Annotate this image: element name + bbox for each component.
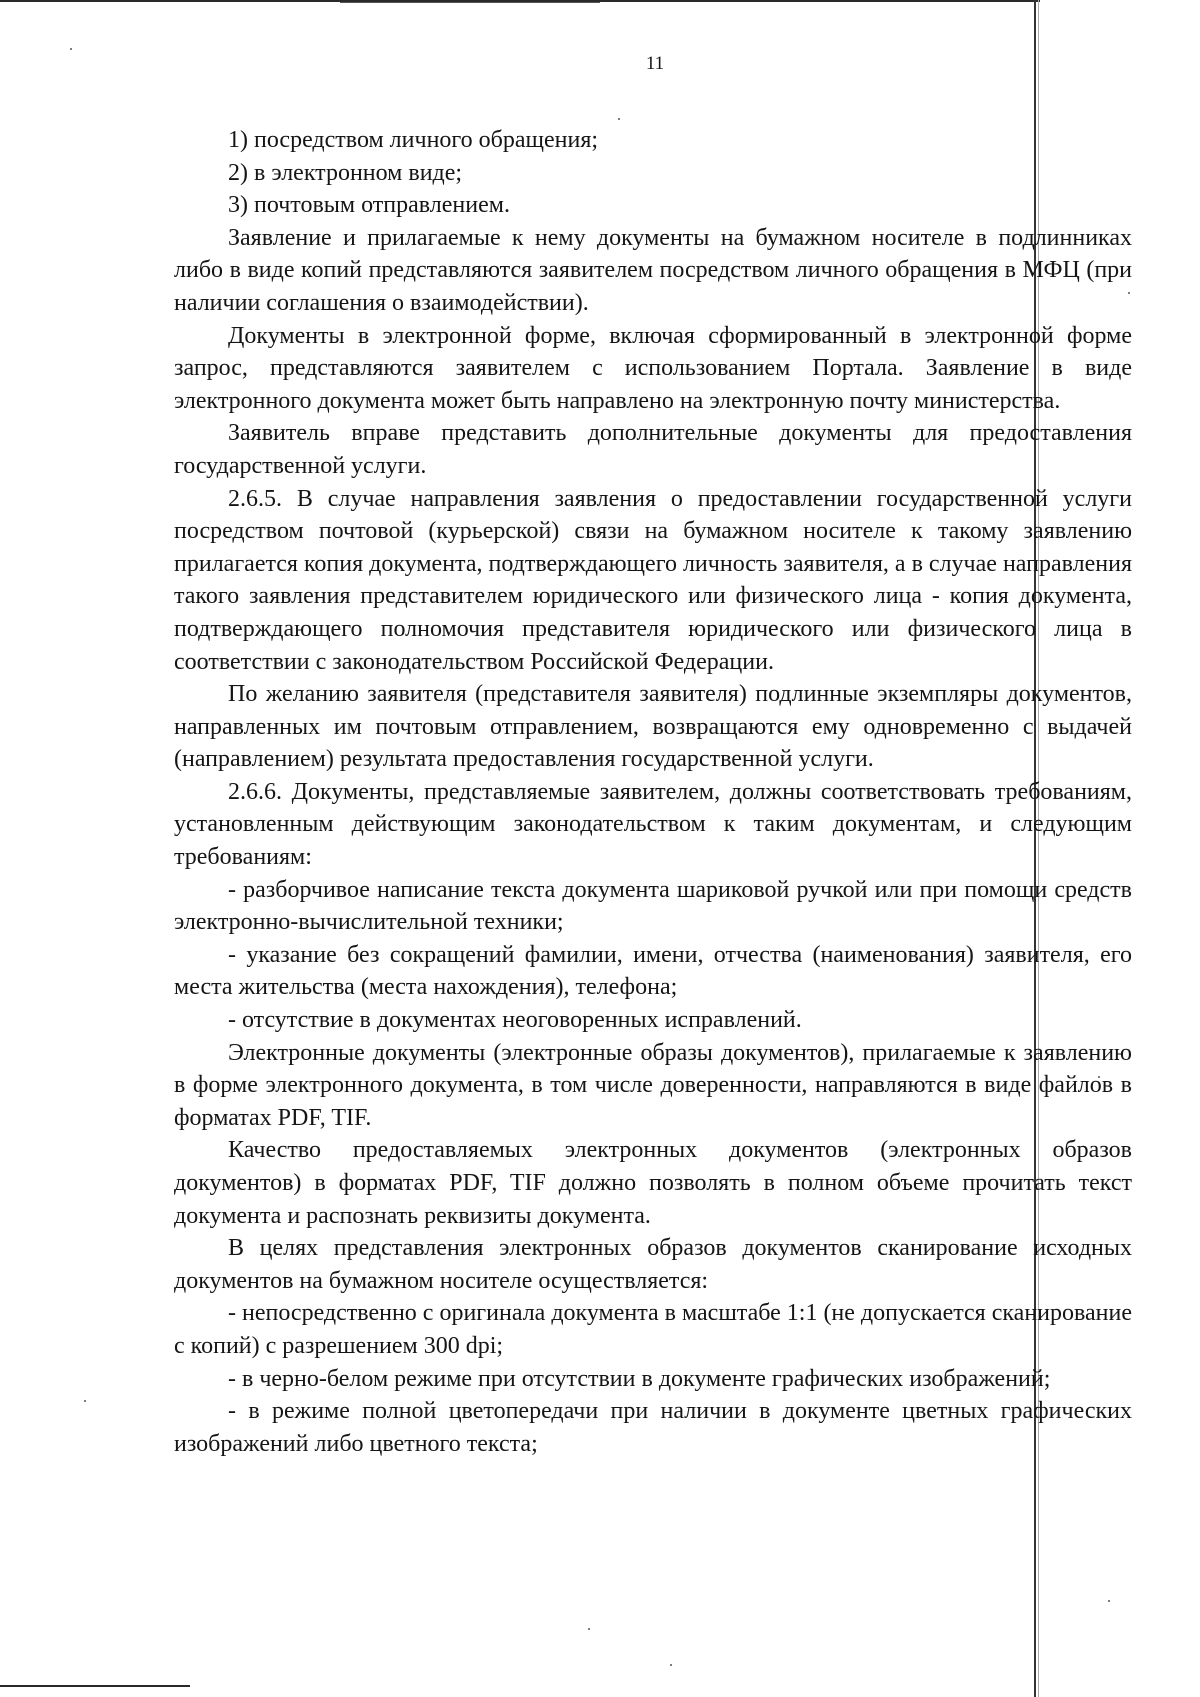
- scanning-rule-original: - непосредственно с оригинала документа в масштабе 1:1 (не допускается сканирование с копий) с разрешением 300 dpi;: [174, 1300, 1133, 1359]
- scanning-rule-black-white: - в черно-белом режиме при отсутствии в документе графических изображений;: [228, 1365, 1051, 1392]
- paragraph-document-quality: Качество предоставляемых электронных документов (электронных образов документов) в форматах PDF, TIF должно позволять в полном объеме прочитать текст документа и распознать реквизиты документа.: [174, 1137, 1132, 1229]
- scan-speck: [670, 1664, 672, 1666]
- requirement-legible-text: - разборчивое написание текста документа шариковой ручкой или при помощи средств электронно-вычислительной техники;: [174, 876, 1132, 936]
- paragraph-additional-documents: Заявитель вправе представить дополнительные документы для предоставления государственной услуги.: [174, 420, 1132, 479]
- paragraph-originals-return: По желанию заявителя (представителя заявителя) подлинные экземпляры документов, направленных им почтовым отправлением, возвращаются ему одновременно с выдачей (направлением) результата предоставления государственной услуги.: [174, 681, 1132, 773]
- scan-speck: [1108, 1600, 1110, 1602]
- scanning-rule-full-color: - в режиме полной цветопередачи при наличии в документе цветных графических изображений либо цветного текста;: [174, 1398, 1132, 1457]
- scan-speck: [618, 118, 620, 120]
- paragraph-section-2-6-6: 2.6.6. Документы, представляемые заявителем, должны соответствовать требованиям, установленным действующим законодательством к таким документам, и следующим требованиям:: [174, 778, 1132, 871]
- list-item-postal: 3) почтовым отправлением.: [228, 192, 510, 219]
- paragraph-paper-submission: Заявление и прилагаемые к нему документы на бумажном носителе в подлинниках либо в виде копий представляются заявителем посредством личного обращения в МФЦ (при наличии соглашения о взаимодействии).: [174, 224, 1132, 316]
- paragraph-section-2-6-5: 2.6.5. В случае направления заявления о предоставлении государственной услуги посредством почтовой (курьерской) связи на бумажном носителе к такому заявлению прилагается копия документа, подтверждающего личность заявителя, а в случае направления такого заявления представителем юридического или физического лица - копия документа, подтверждающего полномочия представителя юридического или физического лица в соответствии с законодательством Российской Федерации.: [174, 485, 1132, 675]
- scan-speck: [84, 1400, 86, 1402]
- list-item-personal-visit: 1) посредством личного обращения;: [228, 127, 599, 153]
- requirement-full-name: - указание без сокращений фамилии, имени, отчества (наименования) заявителя, его места жительства (места нахождения), телефона;: [174, 941, 1132, 1001]
- document-body: [174, 124, 1132, 1460]
- paragraph-file-formats: Электронные документы (электронные образы документов), прилагаемые к заявлению в форме электронного документа, в том числе доверенности, направляются в виде файлов в форматах PDF, TIF.: [174, 1039, 1132, 1131]
- paragraph-electronic-submission: Документы в электронной форме, включая сформированный в электронной форме запрос, представляются заявителем с использованием Портала. Заявление в виде электронного документа может быть направлено на электронную почту министерства.: [174, 322, 1132, 414]
- list-item-electronic: 2) в электронном виде;: [228, 159, 463, 186]
- scan-edge-top-secondary: [340, 2, 600, 3]
- requirement-no-corrections: - отсутствие в документах неоговоренных исправлений.: [228, 1007, 802, 1034]
- page-number: 11: [645, 53, 665, 74]
- scan-edge-bottom: [0, 1685, 190, 1687]
- paragraph-scanning-intro: В целях представления электронных образов документов сканирование исходных документов на бумажном носителе осуществляется:: [174, 1235, 1132, 1294]
- scan-speck: [588, 1628, 590, 1630]
